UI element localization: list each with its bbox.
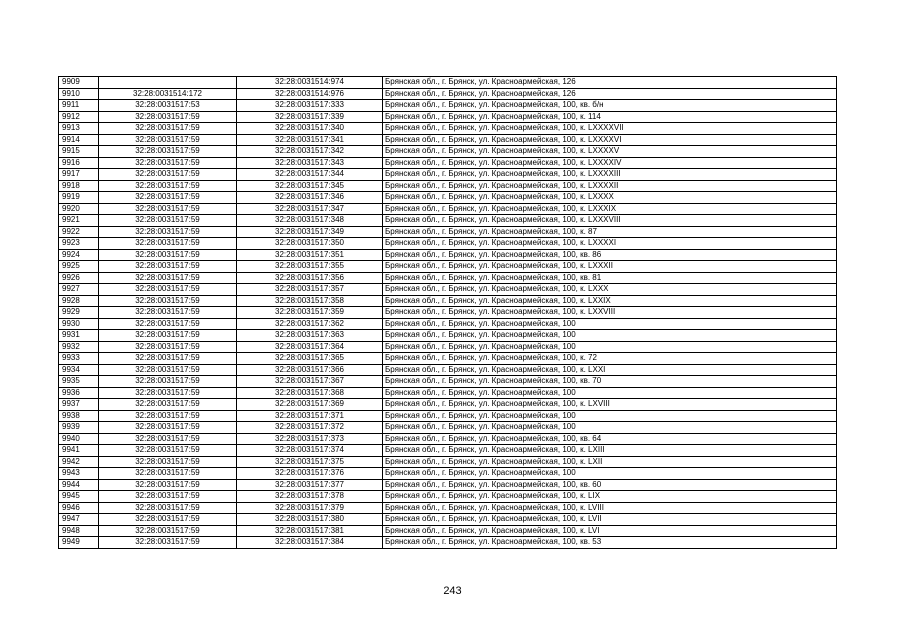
table-row [59, 502, 837, 514]
parent-cadastral-number-cell: 32:28:0031517:59 [99, 123, 237, 135]
record-number-cell: 9916 [59, 157, 99, 169]
cadastral-number-cell: 32:28:0031517:358 [237, 295, 383, 307]
table-row [59, 353, 837, 365]
record-number-cell: 9934 [59, 364, 99, 376]
address-cell: Брянская обл., г. Брянск, ул. Красноармейская, 100 [383, 410, 837, 422]
parent-cadastral-number-cell: 32:28:0031517:59 [99, 445, 237, 457]
parent-cadastral-number-cell: 32:28:0031517:59 [99, 203, 237, 215]
table-row [59, 157, 837, 169]
record-number-cell: 9944 [59, 479, 99, 491]
table-row [59, 330, 837, 342]
parent-cadastral-number-cell: 32:28:0031517:59 [99, 514, 237, 526]
parent-cadastral-number-cell: 32:28:0031517:59 [99, 410, 237, 422]
table-row [59, 111, 837, 123]
cadastral-number-cell: 32:28:0031517:340 [237, 123, 383, 135]
cadastral-number-cell: 32:28:0031517:365 [237, 353, 383, 365]
address-cell: Брянская обл., г. Брянск, ул. Красноармейская, 100, к. LXXIX [383, 295, 837, 307]
table-row [59, 341, 837, 353]
cadastral-number-cell: 32:28:0031517:377 [237, 479, 383, 491]
table-row [59, 272, 837, 284]
cadastral-number-cell: 32:28:0031517:346 [237, 192, 383, 204]
parent-cadastral-number-cell: 32:28:0031517:59 [99, 456, 237, 468]
parent-cadastral-number-cell: 32:28:0031517:59 [99, 134, 237, 146]
table-row [59, 100, 837, 112]
cadastral-table [58, 76, 837, 549]
table-row [59, 146, 837, 158]
table-row [59, 445, 837, 457]
record-number-cell: 9921 [59, 215, 99, 227]
cadastral-number-cell: 32:28:0031517:364 [237, 341, 383, 353]
address-cell: Брянская обл., г. Брянск, ул. Красноармейская, 100, к. LXXXXVI [383, 134, 837, 146]
table-row [59, 537, 837, 549]
parent-cadastral-number-cell: 32:28:0031517:59 [99, 422, 237, 434]
cadastral-number-cell: 32:28:0031517:373 [237, 433, 383, 445]
parent-cadastral-number-cell: 32:28:0031517:59 [99, 272, 237, 284]
address-cell: Брянская обл., г. Брянск, ул. Красноармейская, 100 [383, 387, 837, 399]
table-row [59, 180, 837, 192]
parent-cadastral-number-cell: 32:28:0031517:59 [99, 307, 237, 319]
table-row [59, 284, 837, 296]
address-cell: Брянская обл., г. Брянск, ул. Красноармейская, 100, к. LXXI [383, 364, 837, 376]
address-cell: Брянская обл., г. Брянск, ул. Красноармейская, 100, к. LXXVIII [383, 307, 837, 319]
address-cell: Брянская обл., г. Брянск, ул. Красноармейская, 100 [383, 468, 837, 480]
record-number-cell: 9920 [59, 203, 99, 215]
cadastral-number-cell: 32:28:0031517:342 [237, 146, 383, 158]
address-cell: Брянская обл., г. Брянск, ул. Красноармейская, 100, кв. 53 [383, 537, 837, 549]
cadastral-number-cell: 32:28:0031517:341 [237, 134, 383, 146]
table-row [59, 226, 837, 238]
record-number-cell: 9910 [59, 88, 99, 100]
address-cell: Брянская обл., г. Брянск, ул. Красноармейская, 100, к. LXXXII [383, 261, 837, 273]
record-number-cell: 9927 [59, 284, 99, 296]
table-row [59, 203, 837, 215]
table-row [59, 261, 837, 273]
cadastral-number-cell: 32:28:0031517:378 [237, 491, 383, 503]
parent-cadastral-number-cell [99, 77, 237, 89]
record-number-cell: 9939 [59, 422, 99, 434]
cadastral-number-cell: 32:28:0031514:974 [237, 77, 383, 89]
parent-cadastral-number-cell: 32:28:0031517:59 [99, 353, 237, 365]
address-cell: Брянская обл., г. Брянск, ул. Красноармейская, 100, к. LXXXXV [383, 146, 837, 158]
address-cell: Брянская обл., г. Брянск, ул. Красноармейская, 100, к. LXIII [383, 445, 837, 457]
table-row [59, 514, 837, 526]
cadastral-number-cell: 32:28:0031517:349 [237, 226, 383, 238]
address-cell: Брянская обл., г. Брянск, ул. Красноармейская, 100, кв. 64 [383, 433, 837, 445]
address-cell: Брянская обл., г. Брянск, ул. Красноармейская, 100, к. LXXXVIII [383, 215, 837, 227]
parent-cadastral-number-cell: 32:28:0031517:59 [99, 364, 237, 376]
table-row [59, 433, 837, 445]
table-row [59, 410, 837, 422]
cadastral-number-cell: 32:28:0031517:375 [237, 456, 383, 468]
address-cell: Брянская обл., г. Брянск, ул. Красноармейская, 100, к. LXXX [383, 284, 837, 296]
parent-cadastral-number-cell: 32:28:0031514:172 [99, 88, 237, 100]
address-cell: Брянская обл., г. Брянск, ул. Красноармейская, 100, к. LXVIII [383, 399, 837, 411]
address-cell: Брянская обл., г. Брянск, ул. Красноармейская, 100 [383, 330, 837, 342]
record-number-cell: 9947 [59, 514, 99, 526]
table-row [59, 376, 837, 388]
address-cell: Брянская обл., г. Брянск, ул. Красноармейская, 100, к. LVII [383, 514, 837, 526]
cadastral-number-cell: 32:28:0031517:357 [237, 284, 383, 296]
address-cell: Брянская обл., г. Брянск, ул. Красноармейская, 100, к. LXXXXVII [383, 123, 837, 135]
parent-cadastral-number-cell: 32:28:0031517:59 [99, 261, 237, 273]
record-number-cell: 9917 [59, 169, 99, 181]
cadastral-number-cell: 32:28:0031517:371 [237, 410, 383, 422]
cadastral-number-cell: 32:28:0031517:376 [237, 468, 383, 480]
address-cell: Брянская обл., г. Брянск, ул. Красноармейская, 100, кв. 86 [383, 249, 837, 261]
address-cell: Брянская обл., г. Брянск, ул. Красноармейская, 100, к. LIX [383, 491, 837, 503]
table-row [59, 364, 837, 376]
record-number-cell: 9946 [59, 502, 99, 514]
parent-cadastral-number-cell: 32:28:0031517:59 [99, 157, 237, 169]
table-row [59, 249, 837, 261]
table-row [59, 169, 837, 181]
address-cell: Брянская обл., г. Брянск, ул. Красноармейская, 100, к. 72 [383, 353, 837, 365]
record-number-cell: 9929 [59, 307, 99, 319]
address-cell: Брянская обл., г. Брянск, ул. Красноармейская, 100, кв. 81 [383, 272, 837, 284]
cadastral-number-cell: 32:28:0031517:380 [237, 514, 383, 526]
address-cell: Брянская обл., г. Брянск, ул. Красноармейская, 100 [383, 318, 837, 330]
record-number-cell: 9931 [59, 330, 99, 342]
table-row [59, 318, 837, 330]
address-cell: Брянская обл., г. Брянск, ул. Красноармейская, 100, кв. б/н [383, 100, 837, 112]
parent-cadastral-number-cell: 32:28:0031517:59 [99, 537, 237, 549]
record-number-cell: 9926 [59, 272, 99, 284]
table-row [59, 525, 837, 537]
cadastral-number-cell: 32:28:0031517:339 [237, 111, 383, 123]
cadastral-number-cell: 32:28:0031517:372 [237, 422, 383, 434]
record-number-cell: 9937 [59, 399, 99, 411]
parent-cadastral-number-cell: 32:28:0031517:59 [99, 491, 237, 503]
parent-cadastral-number-cell: 32:28:0031517:59 [99, 479, 237, 491]
cadastral-number-cell: 32:28:0031517:355 [237, 261, 383, 273]
record-number-cell: 9911 [59, 100, 99, 112]
parent-cadastral-number-cell: 32:28:0031517:59 [99, 180, 237, 192]
cadastral-number-cell: 32:28:0031517:359 [237, 307, 383, 319]
address-cell: Брянская обл., г. Брянск, ул. Красноармейская, 100, к. 114 [383, 111, 837, 123]
cadastral-number-cell: 32:28:0031517:347 [237, 203, 383, 215]
record-number-cell: 9941 [59, 445, 99, 457]
cadastral-number-cell: 32:28:0031517:356 [237, 272, 383, 284]
record-number-cell: 9928 [59, 295, 99, 307]
address-cell: Брянская обл., г. Брянск, ул. Красноармейская, 100, к. LXXXXIV [383, 157, 837, 169]
parent-cadastral-number-cell: 32:28:0031517:59 [99, 215, 237, 227]
cadastral-number-cell: 32:28:0031517:366 [237, 364, 383, 376]
parent-cadastral-number-cell: 32:28:0031517:59 [99, 318, 237, 330]
table-row [59, 307, 837, 319]
cadastral-table-body [59, 77, 837, 549]
record-number-cell: 9935 [59, 376, 99, 388]
parent-cadastral-number-cell: 32:28:0031517:59 [99, 330, 237, 342]
record-number-cell: 9912 [59, 111, 99, 123]
cadastral-number-cell: 32:28:0031517:374 [237, 445, 383, 457]
parent-cadastral-number-cell: 32:28:0031517:59 [99, 249, 237, 261]
cadastral-number-cell: 32:28:0031517:345 [237, 180, 383, 192]
address-cell: Брянская обл., г. Брянск, ул. Красноармейская, 126 [383, 77, 837, 89]
cadastral-number-cell: 32:28:0031517:344 [237, 169, 383, 181]
record-number-cell: 9914 [59, 134, 99, 146]
record-number-cell: 9913 [59, 123, 99, 135]
table-row [59, 215, 837, 227]
cadastral-number-cell: 32:28:0031517:368 [237, 387, 383, 399]
cadastral-number-cell: 32:28:0031517:348 [237, 215, 383, 227]
address-cell: Брянская обл., г. Брянск, ул. Красноармейская, 100, к. LXXXXI [383, 238, 837, 250]
record-number-cell: 9943 [59, 468, 99, 480]
parent-cadastral-number-cell: 32:28:0031517:59 [99, 238, 237, 250]
parent-cadastral-number-cell: 32:28:0031517:59 [99, 433, 237, 445]
record-number-cell: 9918 [59, 180, 99, 192]
address-cell: Брянская обл., г. Брянск, ул. Красноармейская, 100, к. LXII [383, 456, 837, 468]
table-row [59, 479, 837, 491]
record-number-cell: 9915 [59, 146, 99, 158]
table-row [59, 295, 837, 307]
address-cell: Брянская обл., г. Брянск, ул. Красноармейская, 100, к. LXXXX [383, 192, 837, 204]
cadastral-number-cell: 32:28:0031517:381 [237, 525, 383, 537]
table-row [59, 399, 837, 411]
record-number-cell: 9945 [59, 491, 99, 503]
record-number-cell: 9948 [59, 525, 99, 537]
address-cell: Брянская обл., г. Брянск, ул. Красноармейская, 100 [383, 422, 837, 434]
cadastral-number-cell: 32:28:0031517:363 [237, 330, 383, 342]
table-row [59, 77, 837, 89]
cadastral-number-cell: 32:28:0031517:343 [237, 157, 383, 169]
parent-cadastral-number-cell: 32:28:0031517:59 [99, 341, 237, 353]
parent-cadastral-number-cell: 32:28:0031517:59 [99, 295, 237, 307]
parent-cadastral-number-cell: 32:28:0031517:59 [99, 387, 237, 399]
address-cell: Брянская обл., г. Брянск, ул. Красноармейская, 126 [383, 88, 837, 100]
record-number-cell: 9919 [59, 192, 99, 204]
address-cell: Брянская обл., г. Брянск, ул. Красноармейская, 100, кв. 70 [383, 376, 837, 388]
address-cell: Брянская обл., г. Брянск, ул. Красноармейская, 100, к. LVIII [383, 502, 837, 514]
parent-cadastral-number-cell: 32:28:0031517:59 [99, 111, 237, 123]
parent-cadastral-number-cell: 32:28:0031517:59 [99, 169, 237, 181]
record-number-cell: 9932 [59, 341, 99, 353]
cadastral-number-cell: 32:28:0031517:362 [237, 318, 383, 330]
parent-cadastral-number-cell: 32:28:0031517:59 [99, 525, 237, 537]
table-row [59, 491, 837, 503]
address-cell: Брянская обл., г. Брянск, ул. Красноармейская, 100, к. 87 [383, 226, 837, 238]
table-row [59, 456, 837, 468]
parent-cadastral-number-cell: 32:28:0031517:59 [99, 146, 237, 158]
address-cell: Брянская обл., г. Брянск, ул. Красноармейская, 100 [383, 341, 837, 353]
table-row [59, 387, 837, 399]
parent-cadastral-number-cell: 32:28:0031517:59 [99, 226, 237, 238]
table-row [59, 238, 837, 250]
address-cell: Брянская обл., г. Брянск, ул. Красноармейская, 100, кв. 60 [383, 479, 837, 491]
table-row [59, 422, 837, 434]
record-number-cell: 9942 [59, 456, 99, 468]
record-number-cell: 9923 [59, 238, 99, 250]
parent-cadastral-number-cell: 32:28:0031517:59 [99, 284, 237, 296]
parent-cadastral-number-cell: 32:28:0031517:59 [99, 399, 237, 411]
record-number-cell: 9940 [59, 433, 99, 445]
parent-cadastral-number-cell: 32:28:0031517:59 [99, 376, 237, 388]
cadastral-number-cell: 32:28:0031517:367 [237, 376, 383, 388]
parent-cadastral-number-cell: 32:28:0031517:59 [99, 192, 237, 204]
cadastral-number-cell: 32:28:0031517:350 [237, 238, 383, 250]
cadastral-number-cell: 32:28:0031517:369 [237, 399, 383, 411]
table-row [59, 192, 837, 204]
cadastral-number-cell: 32:28:0031517:379 [237, 502, 383, 514]
record-number-cell: 9922 [59, 226, 99, 238]
address-cell: Брянская обл., г. Брянск, ул. Красноармейская, 100, к. LVI [383, 525, 837, 537]
page-number: 243 [443, 585, 462, 597]
record-number-cell: 9924 [59, 249, 99, 261]
record-number-cell: 9930 [59, 318, 99, 330]
table-row [59, 88, 837, 100]
record-number-cell: 9933 [59, 353, 99, 365]
record-number-cell: 9936 [59, 387, 99, 399]
parent-cadastral-number-cell: 32:28:0031517:59 [99, 468, 237, 480]
parent-cadastral-number-cell: 32:28:0031517:53 [99, 100, 237, 112]
cadastral-number-cell: 32:28:0031517:333 [237, 100, 383, 112]
table-row [59, 134, 837, 146]
address-cell: Брянская обл., г. Брянск, ул. Красноармейская, 100, к. LXXXXII [383, 180, 837, 192]
table-row [59, 468, 837, 480]
table-row [59, 123, 837, 135]
record-number-cell: 9925 [59, 261, 99, 273]
cadastral-number-cell: 32:28:0031514:976 [237, 88, 383, 100]
address-cell: Брянская обл., г. Брянск, ул. Красноармейская, 100, к. LXXXIX [383, 203, 837, 215]
record-number-cell: 9909 [59, 77, 99, 89]
record-number-cell: 9949 [59, 537, 99, 549]
cadastral-number-cell: 32:28:0031517:384 [237, 537, 383, 549]
address-cell: Брянская обл., г. Брянск, ул. Красноармейская, 100, к. LXXXXIII [383, 169, 837, 181]
parent-cadastral-number-cell: 32:28:0031517:59 [99, 502, 237, 514]
cadastral-number-cell: 32:28:0031517:351 [237, 249, 383, 261]
record-number-cell: 9938 [59, 410, 99, 422]
